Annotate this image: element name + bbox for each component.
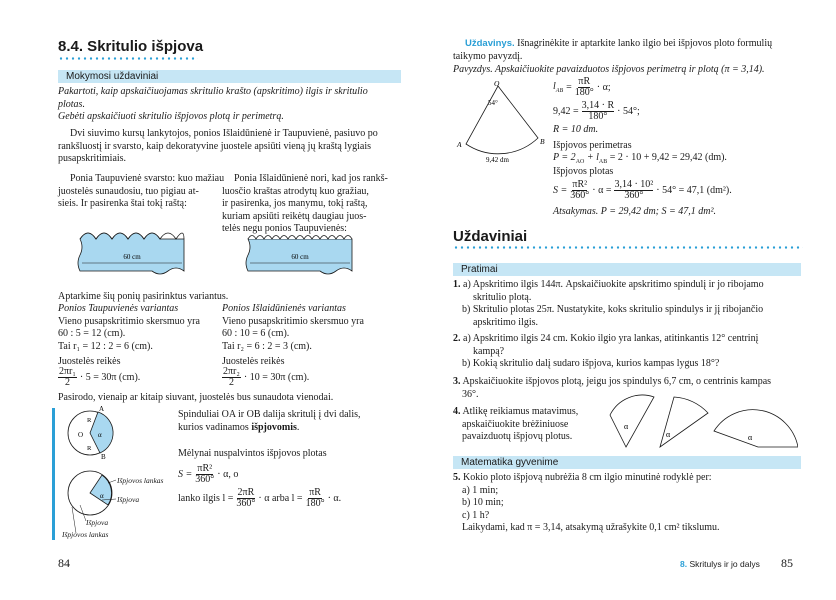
variant-2-need: Juostelės reikės — [222, 356, 285, 367]
arc-length-label: 9,42 dm — [486, 156, 509, 164]
fraction: $\frac{2\pi R}{360^\circ}$ — [236, 487, 256, 509]
page-number-left: 84 — [58, 556, 70, 570]
answer: Atsakymas. P = 29,42 dm; S = 47,1 dm². — [553, 206, 716, 217]
alpha-label: α — [624, 422, 629, 431]
label-A: A — [457, 140, 462, 149]
label-B: B — [540, 137, 545, 146]
problem-4: 4. Atlikę reikiamus matavimus, apskaičiuokite brėžiniuose pavaizduotų išpjovų plotus. — [453, 406, 579, 442]
label-alpha: α — [100, 492, 104, 500]
label-A: A — [99, 405, 105, 413]
label-R: R — [87, 417, 92, 424]
goals-line: Pakartoti, kaip apskaičiuojamas skritulio krašto (apskritimo) ilgis ir skritulio — [58, 86, 368, 97]
goals-line: Gebėti apskaičiuoti skritulio išpjovos plotą ir perimetrą. — [58, 111, 284, 122]
towel-diagram-1 — [72, 223, 192, 279]
variant-2-title: Ponios Išlaidūnienės variantas — [222, 303, 346, 314]
goals-line: plotas. — [58, 98, 85, 110]
perimeter-eq: $P = 2_{AO} + l_{AB} = 2 \cdot 10 + 9,42 = 29,42$ (dm). — [553, 152, 727, 165]
col2-line: kuriam apsiūti reikėtų daugiau juos- — [222, 210, 367, 222]
life-header: Matematika gyvenime — [453, 456, 801, 469]
fraction: 2πr₁ 2 — [59, 366, 76, 388]
col2-line: telės negu ponios Taupuvienės: — [222, 223, 347, 234]
practice-header: Pratimai — [453, 263, 801, 276]
col2-line: luosčio kraštas atrodytų kuo gražiau, — [222, 185, 369, 197]
intro-line: pusapskritimiais. — [58, 153, 127, 164]
fraction: $\frac{\text{πR²}}{360^\circ}$ — [570, 179, 590, 201]
variant-2-line: Tai r₂ = 6 : 2 = 3 (cm). — [222, 340, 312, 352]
term-sectors: išpjovomis — [251, 421, 297, 433]
area-title: Išpjovos plotas — [553, 166, 614, 177]
fraction: $\frac{\pi R}{180^\circ}$ — [574, 76, 594, 98]
example-sector — [456, 78, 556, 168]
towel-diagram-2 — [240, 223, 360, 279]
towel-label-2: 60 cm — [291, 253, 309, 261]
sector-label-2: Išpjova — [86, 518, 109, 527]
towel-label-1: 60 cm — [123, 253, 141, 261]
footer-chapter-name: Skritulys ir jo dalys — [689, 559, 760, 569]
sector-shape — [610, 395, 654, 447]
fraction: $\frac{\text{3,14 · 10²}}{360^\circ}$ — [614, 179, 654, 201]
variant-2-line: Vieno pusapskritimio skersmuo yra — [222, 315, 364, 327]
problem-3: 3. Apskaičiuokite išpjovos plotą, jeigu jos spindulys 6,7 cm, o centrinis kampas 36°. — [453, 376, 772, 400]
variant-1-line: Tai r₁ = 12 : 2 = 6 (cm). — [58, 340, 153, 352]
task-intro: Uždavinys. Išnagrinėkite ir aptarkite lanko ilgio bei išpjovos ploto formulių taikymo pavyzdį. — [453, 38, 773, 62]
arc-label: Išpjovos lankas — [117, 476, 164, 485]
problem-2: 2. a) Apskritimo ilgis 24 cm. Kokio ilgio yra lankas, atitinkantis 12° centrinį kampą? b) Kokią skritulio dalį sudaro išpjova, kurios kampas lygus 18°? — [453, 333, 759, 369]
accent-bar — [52, 408, 55, 540]
task-word: Uždavinys. — [465, 38, 515, 49]
definition: Spinduliai OA ir OB dalija skritulį į dvi dalis, kurios vadinamos išpjovomis. — [178, 409, 361, 433]
title-underline — [58, 57, 198, 60]
alpha-label: α — [748, 433, 753, 442]
col1-line: juostelės sunaudosiu, tuo pigiau at- — [58, 185, 199, 197]
variant-2-line: 60 : 10 = 6 (cm). — [222, 328, 290, 339]
alpha-label: α — [666, 430, 671, 439]
variant-1 — [58, 303, 218, 353]
solution-eq2: 9,42 = $\frac{3,14 \cdot R}{180^\circ}$ · 54°; — [553, 100, 640, 122]
solution-eq3: R = 10 dm. — [553, 124, 599, 135]
solution-eq1: $l_{AB}$ = $\frac{\pi R}{180^\circ}$ · α; — [553, 76, 611, 98]
footer-chapter — [680, 559, 760, 569]
intro-line: Dvi siuvimo kursų lankytojos, ponios Išlaidūnienė ir Taupuvienė, pasiuvo po — [70, 128, 378, 139]
angle-label: 54° — [488, 99, 498, 107]
area-intro: Mėlynai nuspalvintos išpjovos plotas — [178, 448, 327, 459]
area-eq: S = $\frac{\text{πR²}}{360^\circ}$ · α = $\frac{\text{3,14 · 10²}}{360^\circ}$ · 54° = 47,1 (dm²). — [553, 179, 732, 201]
variant-1-formula: 2πr₁ 2 · 5 = 30π (cm). — [59, 366, 141, 388]
problem-1: 1. a) Apskritimo ilgis 144π. Apskaičiuokite apskritimo spindulį ir jo ribojamo skritulio plotą. b) Skritulio plotas 25π. Nustatykite, koks skritulio spindulys ir jį ribojančio apskritimo ilgis. — [453, 279, 764, 328]
variant-1-need: Juostelės reikės — [58, 356, 121, 367]
arc-formula: lanko ilgis l = $\frac{2\pi R}{360^\circ}$ · α arba l = $\frac{\pi R}{180^\circ}$ · α. — [178, 487, 342, 509]
label-O: O — [494, 79, 500, 88]
label-O: O — [78, 431, 84, 439]
col2-line: ir pasirenka, jos manymu, tokį raštą, — [222, 198, 368, 209]
label-alpha: α — [98, 431, 102, 439]
problem-4-figures — [598, 385, 798, 455]
goals-text — [58, 86, 398, 124]
sector-figures — [60, 405, 170, 540]
sector-label: Išpjova — [117, 495, 140, 504]
footer-chapter-number: 8. — [680, 559, 688, 569]
example-text: Pavyzdys. Apskaičiuokite pavaizduotos išpjovos perimetrą ir plotą (π = 3,14). — [453, 64, 765, 75]
perimeter-title: Išpjovos perimetras — [553, 140, 632, 151]
variant-1-line: Vieno pusapskritimio skersmuo yra — [58, 315, 200, 327]
variant-2 — [222, 303, 392, 353]
goals-header: Mokymosi uždaviniai — [58, 70, 401, 83]
compare-intro: Aptarkime šių ponių pasirinktus variantus. — [58, 291, 229, 302]
intro-line: rankšluostį ir svarsto, kaip dekoratyvine juostele apsiūti vieną jų kraštą lygiais — [58, 140, 371, 152]
fraction: $\frac{\text{πR²}}{360^\circ}$ — [195, 463, 215, 485]
sector-shape — [714, 410, 798, 447]
conclusion: Pasirodo, vienaip ar kitaip siuvant, juostelės bus sunaudota vienodai. — [58, 392, 334, 403]
exercises-underline — [453, 246, 803, 249]
sector-shape — [660, 397, 708, 447]
col2-line: Ponia Išlaidūnienė nori, kad jos rankš- — [234, 173, 388, 184]
fraction: 2πr₂ 2 — [223, 366, 240, 388]
col1-text — [58, 173, 223, 211]
variant-2-formula: 2πr₂ 2 · 10 = 30π (cm). — [223, 366, 310, 388]
fraction: $\frac{3,14 \cdot R}{180^\circ}$ — [581, 100, 615, 122]
label-B: B — [101, 453, 106, 461]
intro-paragraph — [58, 128, 398, 166]
variant-1-line: 60 : 5 = 12 (cm). — [58, 328, 126, 339]
variant-1-title: Ponios Taupuvienės variantas — [58, 303, 179, 314]
page-number-right: 85 — [781, 556, 793, 570]
right-page — [418, 0, 836, 600]
section-title: 8.4. Skritulio išpjova — [58, 38, 204, 55]
col1-line: sieis. Ir pasirenka štai tokį raštą: — [58, 198, 187, 209]
area-formula: S = $\frac{\text{πR²}}{360^\circ}$ · α, o — [178, 463, 239, 485]
arc-label-2: Išpjovos lankas — [62, 530, 109, 539]
label-R: R — [87, 445, 92, 452]
col1-line: Ponia Taupuvienė svarsto: kuo mažiau — [70, 173, 225, 184]
exercises-title: Uždaviniai — [453, 228, 528, 245]
fraction: $\frac{\pi R}{180^\circ}$ — [305, 487, 325, 509]
problem-5: 5. Kokio ploto išpjovą nubrėžia 8 cm ilgio minutinė rodyklė per: a) 1 min; b) 10 min; c) 1 h? Laikydami, kad π = 3,14, atsakymą užrašykite 0,1 cm² tikslumu. — [453, 472, 720, 533]
semicircle-edge — [248, 236, 352, 240]
sector-shape — [466, 86, 538, 154]
